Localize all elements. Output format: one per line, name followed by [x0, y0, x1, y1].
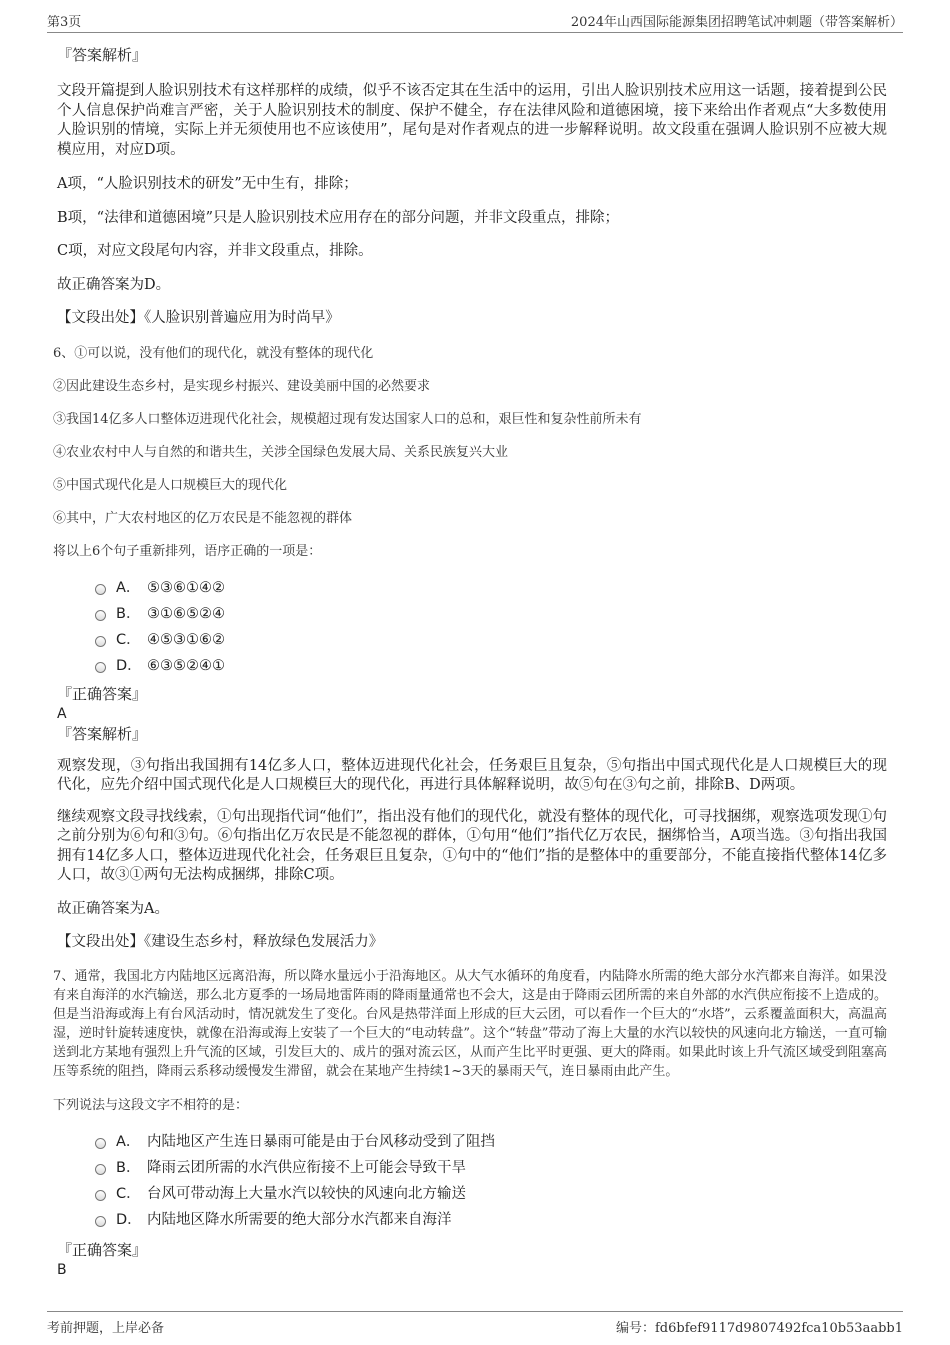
option-letter: D． — [116, 1211, 142, 1228]
option-letter: B． — [116, 1159, 141, 1176]
q6-sentence-6: ⑥其中，广大农村地区的亿万农民是不能忽视的群体 — [53, 510, 353, 526]
option-text: ⑥③⑤②④① — [147, 657, 225, 674]
option-text: ③①⑥⑤②④ — [147, 605, 225, 622]
footer-slogan: 考前押题，上岸必备 — [47, 1321, 165, 1336]
option-text: 降雨云团所需的水汽供应衔接不上可能会导致干旱 — [147, 1159, 466, 1176]
page-number: 第3页 — [47, 15, 82, 30]
document-body — [53, 44, 887, 1279]
q6-option-c[interactable] — [95, 627, 887, 653]
q6-option-b[interactable] — [95, 601, 887, 627]
q6-options — [95, 575, 887, 679]
q7-option-a[interactable] — [95, 1129, 887, 1155]
q7-answer-title: 『正确答案』 — [57, 1240, 148, 1259]
q6-sentence-2: ②因此建设生态乡村，是实现乡村振兴、建设美丽中国的必然要求 — [53, 378, 431, 394]
q7-options — [95, 1129, 887, 1233]
page-header — [47, 12, 903, 33]
q7-prompt: 下列说法与这段文字不相符的是： — [53, 1097, 249, 1113]
radio-button-icon[interactable] — [95, 1190, 106, 1201]
q6-sentence-1: 6、①可以说，没有他们的现代化，就没有整体的现代化 — [53, 345, 374, 361]
option-letter: B． — [116, 605, 141, 622]
q7-option-b[interactable] — [95, 1155, 887, 1181]
q5-analysis-text: 文段开篇提到人脸识别技术有这样那样的成绩，似乎不该否定其在生活中的运用，引出人脸识别技术应用这一话题，接着提到公民个人信息保护尚难言严密，关于人脸识别技术的制度、保护不健全，存在法律风险和道德困境，接下来给出作者观点“大多数使用人脸识别的情境，实际上并无须使用也不应该使用”，尾句是对作者观点的进一步解释说明。故文段重在强调人脸识别不应被大规模应用，对应D项。 — [57, 83, 887, 158]
q7-passage: 7、通常，我国北方内陆地区远离沿海，所以降水量远小于沿海地区。从大气水循环的角度看，内陆降水所需的绝大部分水汽都来自海洋。如果没有来自海洋的水汽输送，那么北方夏季的一场局地雷阵雨的降雨量通常也不会大，这是由于降雨云团所需的来自外部的水汽供应衔接不上造成的。但是当沿海或海上有台风活动时，情况就发生了变化。台风是热带洋面上形成的巨大云团，可以看作一个巨大的“水塔”，云系覆盖面积大，高温高湿，逆时针旋转速度快，就像在沿海或海上安装了一个巨大的“电动转盘”。这个“转盘”带动了海上大量的水汽以较快的风速向北方输送，一直可输送到北方某地有强烈上升气流的区域，引发巨大的、成片的强对流云区，从而产生比平时更强、更大的降雨。如果此时该上升气流区域受到阻塞高压等系统的阻挡，降雨云系移动缓慢发生滞留，就会在某地产生持续1~3天的暴雨天气，连日暴雨由此产生。 — [53, 968, 887, 1079]
q6-option-a[interactable] — [95, 575, 887, 601]
q6-prompt: 将以上6个句子重新排列，语序正确的一项是： — [53, 543, 322, 559]
q6-sentence-5: ⑤中国式现代化是人口规模巨大的现代化 — [53, 477, 288, 493]
option-text: ④⑤③①⑥② — [147, 631, 225, 648]
q6-answer-title: 『正确答案』 — [57, 684, 148, 703]
option-text: 台风可带动海上大量水汽以较快的风速向北方输送 — [147, 1185, 466, 1202]
q5-conclusion: 故正确答案为D。 — [57, 276, 171, 293]
radio-button-icon[interactable] — [95, 1164, 106, 1175]
question-6 — [53, 345, 887, 561]
q5-analysis-title: 『答案解析』 — [57, 46, 148, 64]
q7-option-d[interactable] — [95, 1207, 887, 1233]
radio-button-icon[interactable] — [95, 1138, 106, 1149]
radio-button-icon[interactable] — [95, 610, 106, 621]
radio-button-icon[interactable] — [95, 1216, 106, 1227]
q5-option-c-note: C项，对应文段尾句内容，并非文段重点，排除。 — [57, 243, 373, 259]
option-text: 内陆地区产生连日暴雨可能是由于台风移动受到了阻挡 — [147, 1133, 495, 1150]
option-letter: C． — [116, 1185, 141, 1202]
q6-sentence-4: ④农业农村中人与自然的和谐共生，关涉全国绿色发展大局、关系民族复兴大业 — [53, 444, 509, 460]
option-letter: A． — [116, 1133, 141, 1150]
q7-option-c[interactable] — [95, 1181, 887, 1207]
option-text: 内陆地区降水所需要的绝大部分水汽都来自海洋 — [147, 1211, 452, 1228]
q6-analysis-title: 『答案解析』 — [57, 724, 148, 743]
q6-answer: A — [57, 705, 67, 722]
q5-option-b-note: B项，“法律和道德困境”只是人脸识别技术应用存在的部分问题，并非文段重点，排除； — [57, 209, 619, 226]
option-letter: A． — [116, 579, 141, 596]
q7-answer: B — [57, 1261, 67, 1278]
q6-source: 【文段出处】《建设生态乡村，释放绿色发展活力》 — [57, 934, 384, 950]
radio-button-icon[interactable] — [95, 636, 106, 647]
q6-analysis-1: 观察发现，③句指出我国拥有14亿多人口，整体迈进现代化社会，任务艰巨且复杂，⑤句指出中国式现代化是人口规模巨大的现代化，应先介绍中国式现代化是人口规模巨大的现代化，再进行具体解释说明，故⑤句在③句之前，排除B、D两项。 — [57, 757, 887, 793]
q6-option-d[interactable] — [95, 653, 887, 679]
radio-button-icon[interactable] — [95, 662, 106, 673]
document-id: 编号：fd6bfef9117d9807492fca10b53aabb1 — [615, 1321, 903, 1336]
page-footer — [47, 1311, 903, 1336]
q5-option-a-note: A项，“人脸识别技术的研发”无中生有，排除； — [57, 176, 358, 192]
document-title: 2024年山西国际能源集团招聘笔试冲刺题（带答案解析） — [570, 15, 903, 30]
q6-sentence-3: ③我国14亿多人口整体迈进现代化社会，规模超过现有发达国家人口的总和，艰巨性和复杂性前所未有 — [53, 411, 642, 427]
option-letter: D． — [116, 657, 142, 674]
q5-source: 【文段出处】《人脸识别普遍应用为时尚早》 — [57, 310, 340, 326]
option-letter: C． — [116, 631, 141, 648]
radio-button-icon[interactable] — [95, 584, 106, 595]
q6-analysis-2: 继续观察文段寻找线索，①句出现指代词“他们”，指出没有他们的现代化，就没有整体的现代化，可寻找捆绑，观察选项发现①句之前分别为⑥句和③句。⑥句指出亿万农民是不能忽视的群体，①句用“他们”指代亿万农民，捆绑恰当，A项当选。③句指出我国拥有14亿多人口，整体迈进现代化社会，任务艰巨且复杂，①句中的“他们”指的是整体中的重要部分，不能直接指代整体14亿多人口，故③①两句无法构成捆绑，排除C项。 — [57, 808, 887, 883]
option-text: ⑤③⑥①④② — [147, 579, 225, 596]
q6-conclusion: 故正确答案为A。 — [57, 900, 169, 917]
